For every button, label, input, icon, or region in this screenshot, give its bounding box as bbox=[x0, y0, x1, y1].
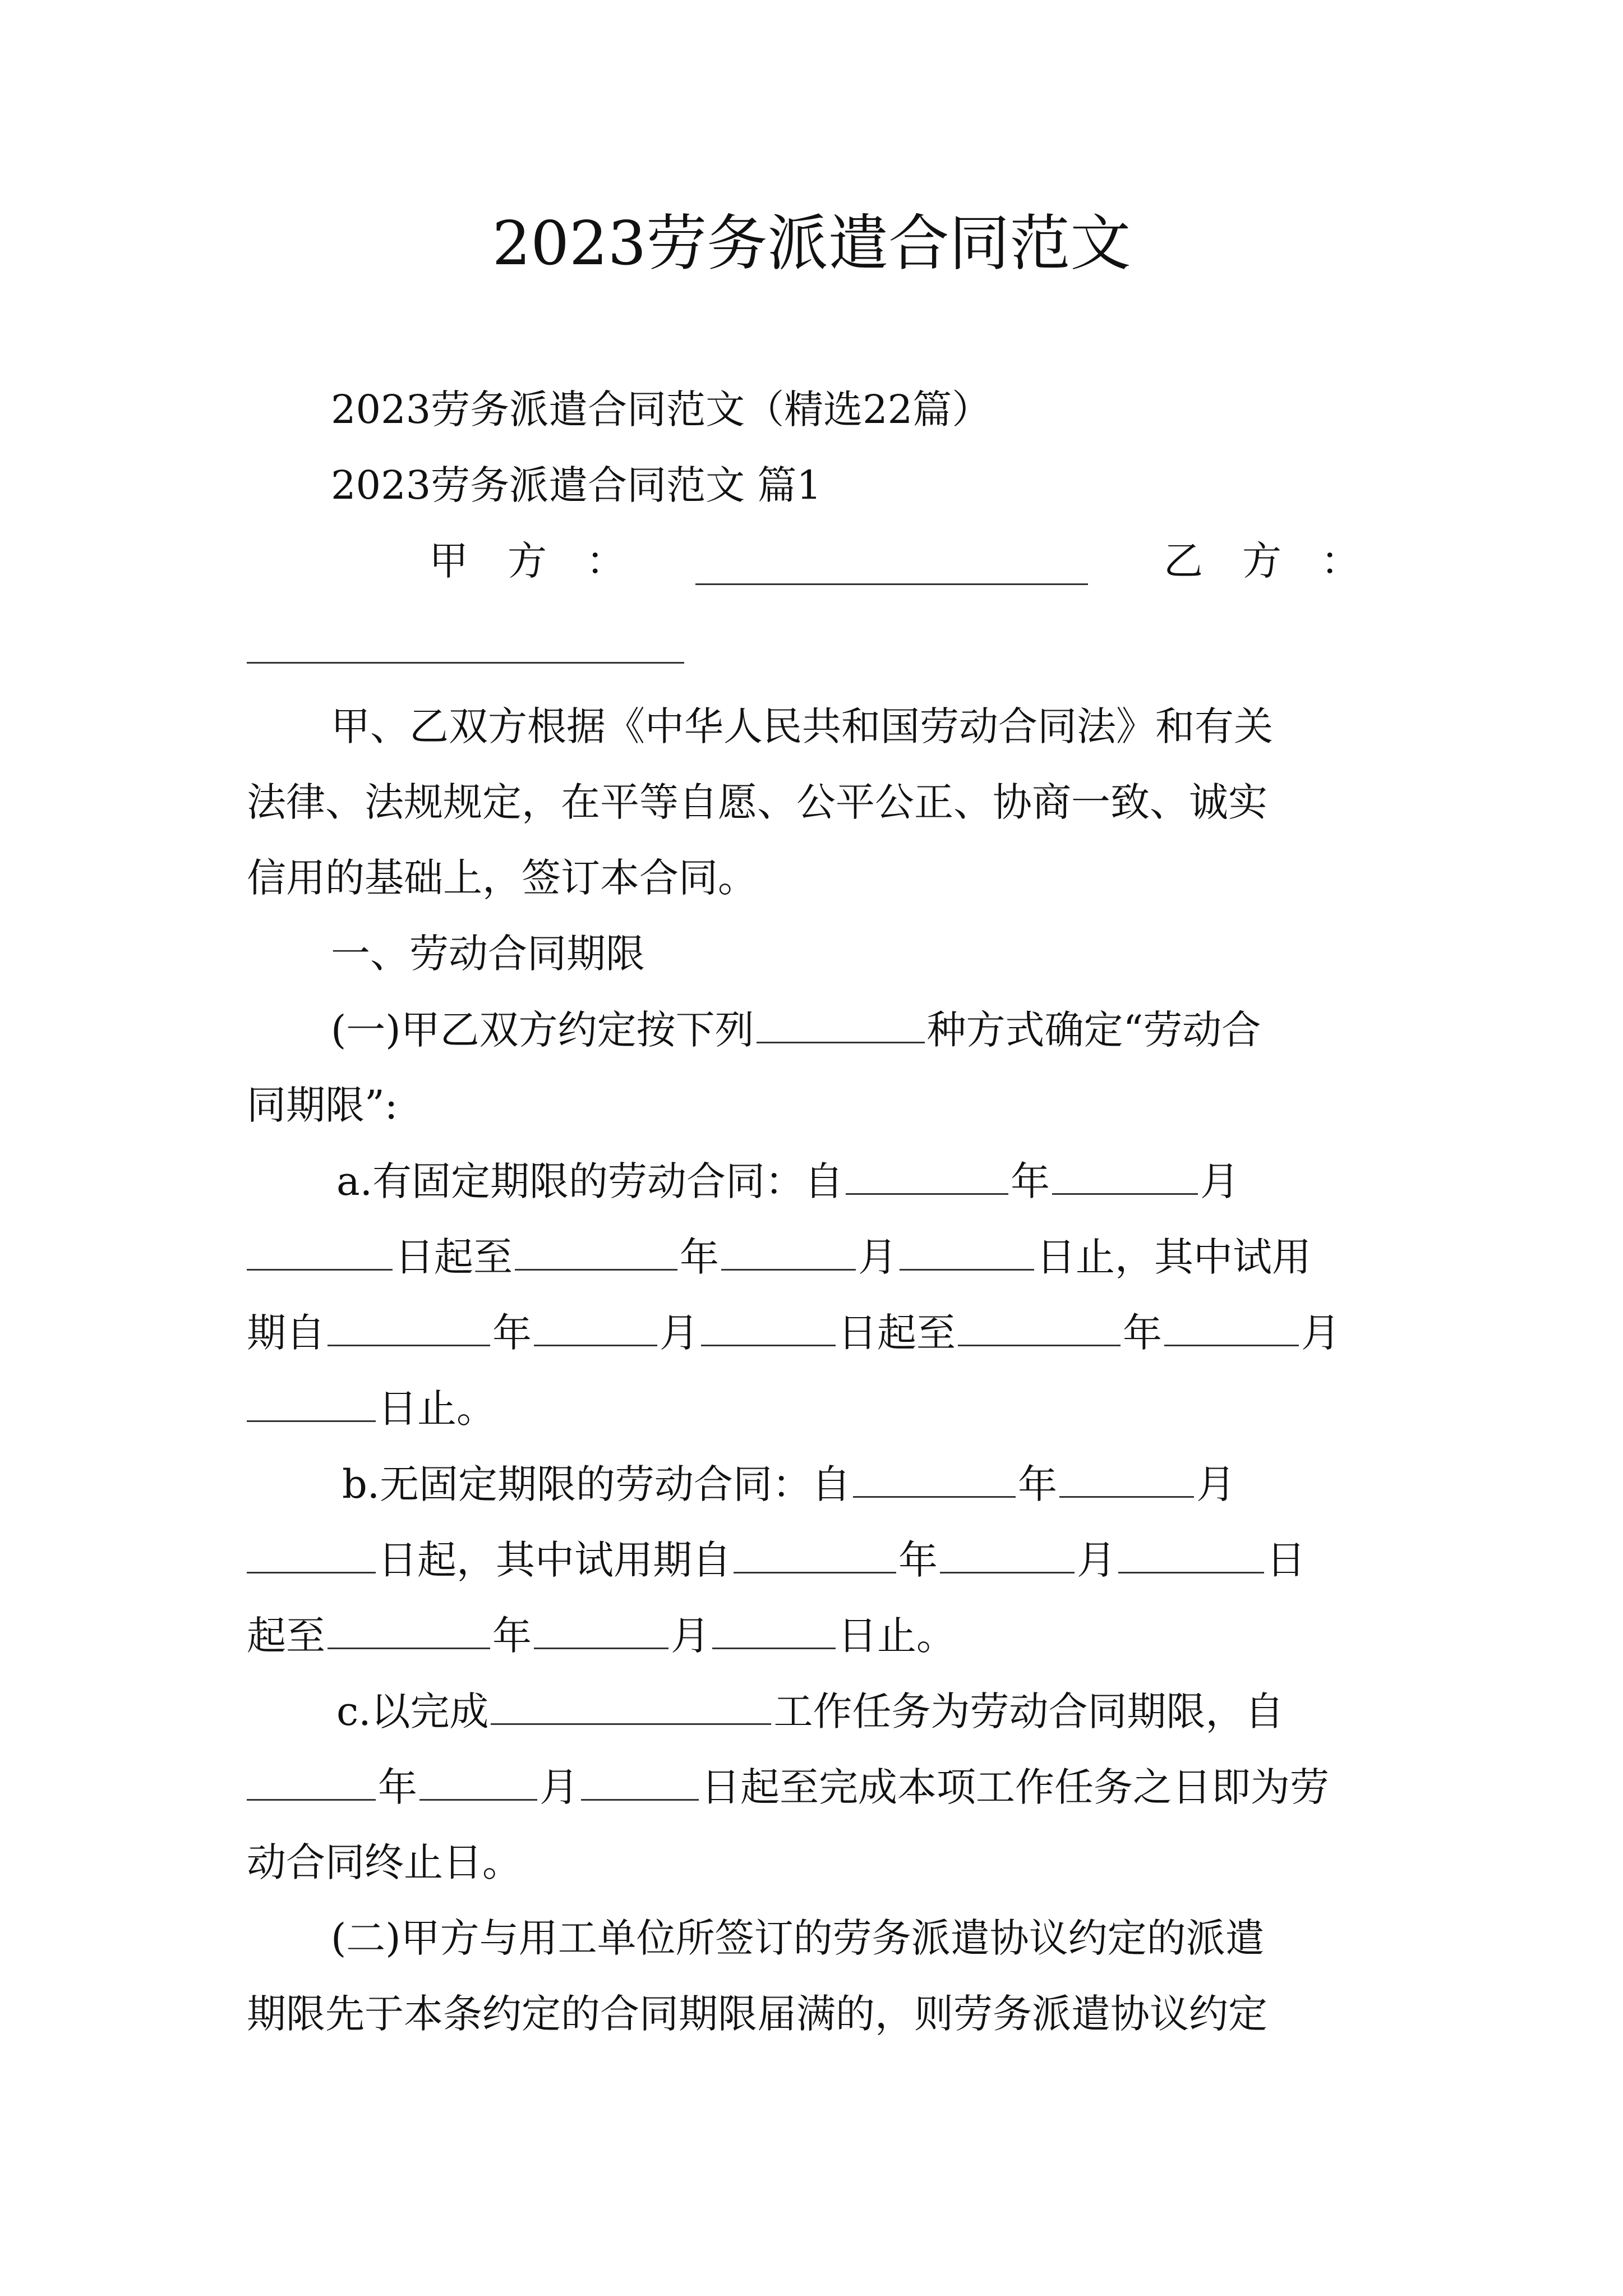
option-a-line-4 bbox=[247, 1380, 496, 1436]
clause-1-heading: 一、劳动合同期限 bbox=[331, 931, 645, 977]
option-c-line-2 bbox=[247, 1759, 1329, 1815]
subtitle: 2023劳务派遣合同范文（精选22篇） bbox=[331, 386, 992, 432]
clause-text: c.以完成 bbox=[336, 1688, 489, 1734]
clause-text: 起至 bbox=[247, 1613, 325, 1659]
clause-text: 日起至 bbox=[395, 1234, 513, 1280]
option-b-line-3 bbox=[247, 1607, 956, 1663]
intro-line-3: 信用的基础上，签订本合同。 bbox=[247, 855, 757, 901]
party-a-label: 甲 方 ： bbox=[429, 538, 625, 584]
blank-field bbox=[581, 1759, 699, 1801]
clause-1-1-line-2: 同期限”: bbox=[247, 1082, 398, 1128]
party-b-blank bbox=[247, 662, 684, 664]
party-b-label: 乙 方 ： bbox=[1164, 538, 1360, 584]
section-heading: 2023劳务派遣合同范文 篇1 bbox=[331, 462, 822, 508]
document-title: 2023劳务派遣合同范文 bbox=[492, 209, 1131, 279]
clause-1-2-line-1: (二)甲方与用工单位所签订的劳务派遣协议约定的派遣 bbox=[331, 1915, 1265, 1961]
clause-text: 日止，其中试用 bbox=[1036, 1234, 1311, 1280]
blank-field bbox=[534, 1304, 657, 1346]
blank-field bbox=[1164, 1304, 1299, 1346]
blank-field bbox=[958, 1304, 1121, 1346]
clause-text: 种方式确定“劳动合 bbox=[926, 1007, 1261, 1053]
month-label: 月 bbox=[1077, 1537, 1116, 1583]
blank-field bbox=[328, 1304, 490, 1346]
clause-text: a.有固定期限的劳动合同：自 bbox=[336, 1158, 843, 1204]
option-b-line-1 bbox=[342, 1456, 1235, 1512]
blank-field bbox=[247, 1759, 376, 1801]
clause-text: (一)甲乙双方约定按下列 bbox=[331, 1007, 754, 1053]
blank-field bbox=[940, 1531, 1075, 1573]
clause-1-1-line-1 bbox=[331, 1001, 1261, 1057]
clause-text: 日止。 bbox=[378, 1386, 496, 1432]
option-c-line-3: 动合同终止日。 bbox=[247, 1839, 522, 1885]
option-a-line-3 bbox=[247, 1304, 1340, 1360]
blank-field bbox=[734, 1531, 896, 1573]
month-label: 月 bbox=[1200, 1158, 1239, 1204]
intro-line-1: 甲、乙双方根据《中华人民共和国劳动合同法》和有关 bbox=[331, 703, 1273, 749]
blank-field bbox=[712, 1607, 836, 1649]
blank-field bbox=[1052, 1153, 1198, 1195]
year-label: 年 bbox=[680, 1234, 719, 1280]
clause-text: b.无固定期限的劳动合同：自 bbox=[342, 1461, 851, 1507]
option-b-line-2 bbox=[247, 1531, 1306, 1588]
clause-text: 日止。 bbox=[838, 1613, 956, 1659]
blank-field bbox=[247, 1531, 376, 1573]
blank-field bbox=[1118, 1531, 1264, 1573]
blank-field bbox=[247, 1228, 393, 1271]
blank-field bbox=[853, 1456, 1016, 1498]
day-label: 日 bbox=[1266, 1537, 1306, 1583]
option-a-line-1 bbox=[336, 1153, 1239, 1209]
year-label: 年 bbox=[492, 1310, 532, 1356]
year-label: 年 bbox=[492, 1613, 532, 1659]
blank-field bbox=[515, 1228, 677, 1271]
month-label: 月 bbox=[1196, 1461, 1236, 1507]
blank-field bbox=[900, 1228, 1034, 1271]
clause-text: 日起至 bbox=[838, 1310, 956, 1356]
blank-field bbox=[846, 1153, 1008, 1195]
blank-field bbox=[328, 1607, 490, 1649]
blank-field bbox=[701, 1304, 836, 1346]
year-label: 年 bbox=[1123, 1310, 1162, 1356]
blank-field bbox=[757, 1001, 925, 1043]
blank-field bbox=[419, 1759, 537, 1801]
month-label: 月 bbox=[1301, 1310, 1340, 1356]
clause-text: 期自 bbox=[247, 1310, 325, 1356]
month-label: 月 bbox=[858, 1234, 897, 1280]
month-label: 月 bbox=[660, 1310, 699, 1356]
clause-1-2-line-2: 期限先于本条约定的合同期限届满的，则劳务派遣协议约定 bbox=[247, 1991, 1267, 2037]
blank-field bbox=[1059, 1456, 1194, 1498]
party-a-blank bbox=[695, 583, 1088, 585]
month-label: 月 bbox=[671, 1613, 710, 1659]
year-label: 年 bbox=[1018, 1461, 1058, 1507]
clause-text: 日起至完成本项工作任务之日即为劳 bbox=[701, 1764, 1329, 1810]
blank-field bbox=[721, 1228, 856, 1271]
intro-line-2: 法律、法规规定，在平等自愿、公平公正、协商一致、诚实 bbox=[247, 779, 1267, 825]
blank-field bbox=[534, 1607, 668, 1649]
option-a-line-2 bbox=[247, 1228, 1311, 1285]
clause-text: 日起，其中试用期自 bbox=[378, 1537, 731, 1583]
year-label: 年 bbox=[898, 1537, 938, 1583]
blank-field bbox=[491, 1683, 771, 1725]
clause-text: 工作任务为劳动合同期限，自 bbox=[773, 1688, 1284, 1734]
year-label: 年 bbox=[1010, 1158, 1050, 1204]
month-label: 月 bbox=[540, 1764, 579, 1810]
option-c-line-1 bbox=[336, 1683, 1284, 1739]
year-label: 年 bbox=[378, 1764, 417, 1810]
blank-field bbox=[247, 1380, 376, 1422]
